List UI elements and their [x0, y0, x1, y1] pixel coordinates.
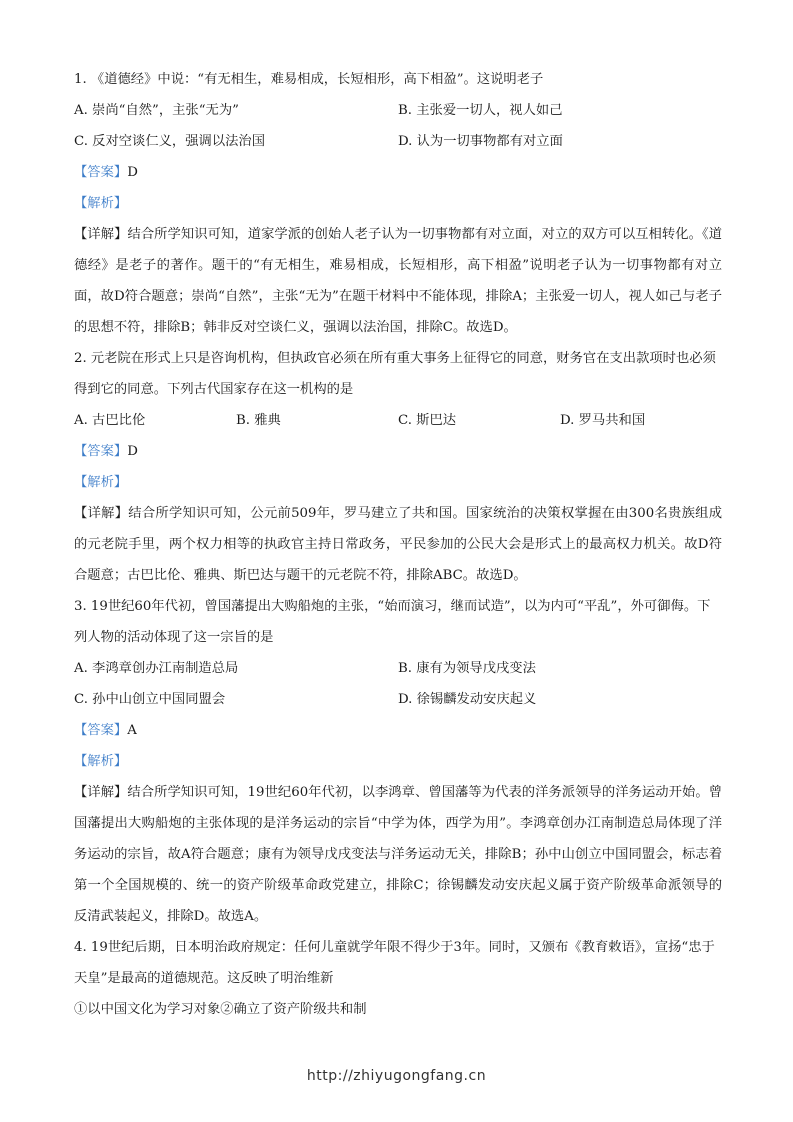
detail-paragraph: [74, 219, 722, 343]
question-3: [74, 591, 722, 932]
options-row: [74, 653, 722, 684]
analysis-tag: 【解析】: [74, 754, 128, 769]
question-stem: 4. 19世纪后期，日本明治政府规定：任何儿童就学年限不得少于3年。同时，又颁布《教育敕语》，宣扬“忠于天皇”是最高的道德规范。这反映了明治维新: [74, 940, 715, 986]
detail-tag: 【详解】: [74, 227, 128, 242]
detail-paragraph: [74, 498, 722, 591]
option-a: A. 李鸿章创办江南制造总局: [74, 661, 239, 676]
question-2: [74, 343, 722, 591]
detail-tag: 【详解】: [74, 506, 129, 521]
question-stem: 1. 《道德经》中说：“有无相生，难易相成，长短相形，高下相盈”。这说明老子: [74, 72, 544, 87]
options-row: [74, 126, 722, 157]
options-row: [74, 95, 722, 126]
answer-line: [74, 715, 722, 746]
footer-url: http://zhiyugongfang.cn: [306, 1068, 487, 1084]
answer-value: D: [127, 444, 138, 459]
option-b: B. 康有为领导戊戌变法: [398, 661, 536, 676]
option-c: C. 斯巴达: [398, 413, 457, 428]
answer-line: [74, 157, 722, 188]
question-1: [74, 64, 722, 343]
option-b: B. 雅典: [236, 413, 281, 428]
detail-paragraph: [74, 777, 722, 932]
options-row: [74, 684, 722, 715]
analysis-tag: 【解析】: [74, 196, 128, 211]
option-d: D. 罗马共和国: [560, 413, 646, 428]
option-a: A. 崇尚“自然”，主张“无为”: [74, 103, 239, 118]
answer-tag: 【答案】: [74, 165, 128, 180]
option-c: C. 孙中山创立中国同盟会: [74, 692, 226, 707]
detail-text: 结合所学知识可知，19世纪60年代初，以李鸿章、曾国藩等为代表的洋务派领导的洋务运动开始。曾国藩提出大购船炮的主张体现的是洋务运动的宗旨“中学为体，西学为用”。李鸿章创办江南制造总局体现了洋务运动的宗旨，故A符合题意；康有为领导戊戌变法与洋务运动无关，排除B；孙中山创立中国同盟会，标志着第一个全国规模的、统一的资产阶级革命政党建立，排除C；徐锡麟发动安庆起义属于资产阶级革命派领导的反清武装起义，排除D。故选A。: [74, 785, 723, 924]
answer-tag: 【答案】: [74, 723, 128, 738]
detail-tag: 【详解】: [74, 785, 128, 800]
options-row: [74, 405, 722, 436]
option-c: C. 反对空谈仁义，强调以法治国: [74, 134, 266, 149]
analysis-tag: 【解析】: [74, 475, 128, 490]
option-a: A. 古巴比伦: [74, 413, 146, 428]
question-4: [74, 932, 722, 1025]
answer-value: D: [127, 165, 138, 180]
answer-value: A: [127, 723, 137, 738]
answer-tag: 【答案】: [74, 444, 128, 459]
document-body: [74, 64, 722, 1025]
question-stem: 2. 元老院在形式上只是咨询机构，但执政官必须在所有重大事务上征得它的同意，财务官在支出款项时也必须得到它的同意。下列古代国家存在这一机构的是: [74, 351, 716, 397]
answer-line: [74, 436, 722, 467]
question-stem: 3. 19世纪60年代初，曾国藩提出大购船炮的主张，“始而演习，继而试造”，以为内可“平乱”，外可御侮。下列人物的活动体现了这一宗旨的是: [74, 599, 711, 645]
option-b: B. 主张爱一切人，视人如己: [398, 103, 563, 118]
statement-line: ①以中国文化为学习对象②确立了资产阶级共和制: [74, 1002, 367, 1017]
detail-text: 结合所学知识可知，公元前509年，罗马建立了共和国。国家统治的决策权掌握在由300名贵族组成的元老院手里，两个权力相等的执政官主持日常政务，平民参加的公民大会是形式上的最高权力机关。故D符合题意；古巴比伦、雅典、斯巴达与题干的元老院不符，排除ABC。故选D。: [74, 506, 723, 583]
detail-text: 结合所学知识可知，道家学派的创始人老子认为一切事物都有对立面，对立的双方可以互相转化。《道德经》是老子的著作。题干的“有无相生，难易相成，长短相形，高下相盈”说明老子认为一切事物都有对立面，故D符合题意；崇尚“自然”，主张“无为”在题干材料中不能体现，排除A；主张爱一切人，视人如己与老子的思想不符，排除B；韩非反对空谈仁义，强调以法治国，排除C。故选D。: [74, 227, 723, 335]
option-d: D. 认为一切事物都有对立面: [398, 134, 563, 149]
option-d: D. 徐锡麟发动安庆起义: [398, 692, 537, 707]
